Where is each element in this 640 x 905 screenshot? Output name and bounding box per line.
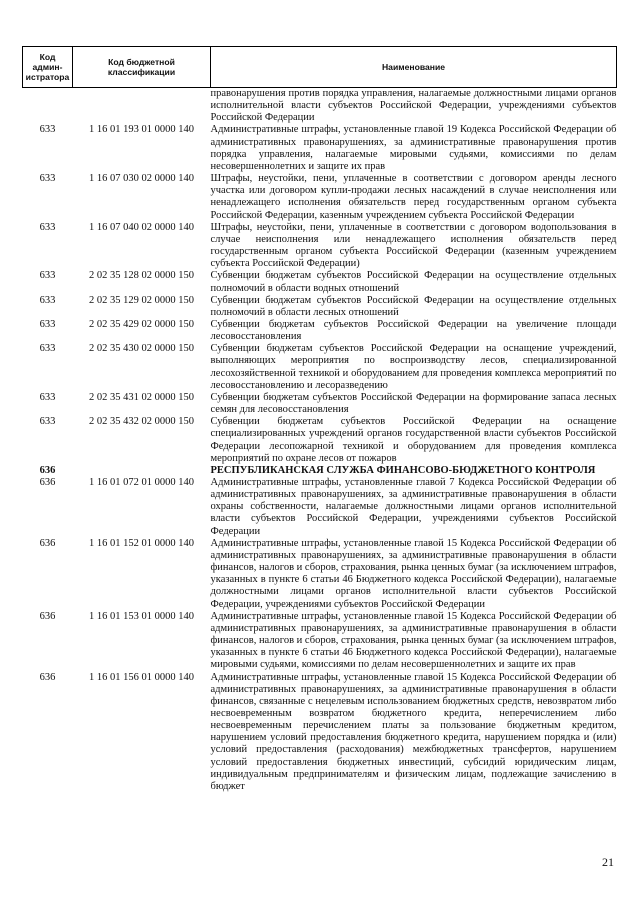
- admin-code-cell: 633: [39, 173, 56, 185]
- budget-code-cell: 2 02 35 431 02 0000 150: [89, 391, 194, 403]
- admin-code-cell: 633: [39, 270, 56, 282]
- table-row: [23, 477, 617, 538]
- table-header-row: [23, 47, 617, 88]
- name-cell: Административные штрафы, установленные главой 19 Кодекса Российской Федерации об административных правонарушениях, за административные правонарушения против порядка управления, налагаемые мировыми судьями, комиссиями по делам несовершеннолетних и защите их прав: [210, 124, 617, 172]
- table-row: [23, 173, 617, 222]
- admin-code-cell: 636: [39, 671, 56, 683]
- header-budget-code: Код бюджетной классификации: [73, 47, 211, 88]
- admin-code-cell: 636: [39, 464, 56, 476]
- name-cell: Штрафы, неустойки, пени, уплаченные в соответствии с договором аренды лесного участка или договором купли-продажи лесных насаждений в случае неисполнения или ненадлежащего исполнения обязательств перед государственным органом субъекта Российской Федерации, казенным учреждением субъекта Российской Федерации: [210, 173, 617, 221]
- name-cell: Субвенции бюджетам субъектов Российской Федерации на формирование запаса лесных семян для лесовосстановления: [210, 391, 617, 416]
- admin-code-cell: 636: [39, 610, 56, 622]
- name-cell: Административные штрафы, установленные главой 15 Кодекса Российской Федерации об административных правонарушениях, за административные правонарушения в области финансов, связанные с нецелевым использованием бюджетных средств, невозвратом либо несвоевременным возвратом бюджетного кредита, неперечислением либо несвоевременным перечислением платы за пользование бюджетным кредитом, нарушением условий предоставления бюджетного кредита, нарушением порядка и (или) условий предоставления (расходования) межбюджетных трансфертов, нарушением условий предоставления бюджетных инвестиций, субсидий юридическим лицам, индивидуальным предпринимателям и физическим лицам, подлежащие зачислению в бюджет: [210, 671, 617, 792]
- budget-code-cell: 1 16 01 072 01 0000 140: [89, 477, 194, 488]
- name-cell: Административные штрафы, установленные главой 7 Кодекса Российской Федерации об административных правонарушениях, за административные правонарушения в области охраны собственности, налагаемые должностными лицами органов исполнительной власти субъектов Российской Федерации, учреждениями субъектов Российской Федерации: [210, 477, 617, 537]
- budget-code-cell: 1 16 01 193 01 0000 140: [89, 124, 194, 136]
- continuation-text: правонарушения против порядка управления, налагаемые должностными лицами органов исполнительной власти субъектов Российской Федерации, учреждениями субъектов Российской Федерации: [210, 88, 617, 124]
- table-row: [23, 295, 617, 319]
- budget-code-cell: 2 02 35 430 02 0000 150: [89, 343, 194, 355]
- budget-classification-table: [22, 46, 617, 793]
- admin-code-cell: 633: [39, 391, 56, 403]
- name-cell: Субвенции бюджетам субъектов Российской Федерации на увеличение площади лесовосстановления: [210, 318, 617, 343]
- budget-code-cell: 1 16 01 156 01 0000 140: [89, 671, 194, 683]
- header-name: Наименование: [211, 47, 617, 88]
- continuation-row: [23, 88, 617, 125]
- admin-code-cell: 633: [39, 294, 56, 306]
- budget-code-cell: 2 02 35 432 02 0000 150: [89, 416, 194, 428]
- table-row: [23, 672, 617, 794]
- name-cell: РЕСПУБЛИКАНСКАЯ СЛУЖБА ФИНАНСОВО-БЮДЖЕТНОГО КОНТРОЛЯ: [210, 464, 596, 476]
- admin-code-cell: 633: [39, 318, 56, 330]
- budget-code-cell: 1 16 01 153 01 0000 140: [89, 610, 194, 622]
- name-cell: Административные штрафы, установленные главой 15 Кодекса Российской Федерации об административных правонарушениях, за административные правонарушения в области финансов, налогов и сборов, страхования, рынка ценных бумаг (за исключением штрафов, указанных в пункте 6 статьи 46 Бюджетного кодекса Российской Федерации), налагаемые должностными лицами органов исполнительной власти субъектов Российской Федерации, учреждениями субъектов Российской Федерации: [210, 537, 617, 610]
- table-row: [23, 222, 617, 271]
- page-number: 21: [602, 855, 614, 869]
- admin-code-cell: 633: [39, 124, 56, 136]
- budget-code-cell: 2 02 35 429 02 0000 150: [89, 318, 194, 330]
- budget-code-cell: 2 02 35 128 02 0000 150: [89, 270, 194, 282]
- budget-code-cell: 1 16 01 152 01 0000 140: [89, 537, 194, 549]
- table-row: [23, 416, 617, 465]
- table-row: [23, 319, 617, 343]
- name-cell: Штрафы, неустойки, пени, уплаченные в соответствии с договором водопользования в случае неисполнения или ненадлежащего исполнения обязательств перед государственным органом субъекта Российской Федерации (казенным учреждением субъекта Российской Федерации): [210, 221, 617, 270]
- admin-code-cell: 633: [39, 343, 56, 355]
- department-row: [23, 465, 617, 477]
- name-cell: Субвенции бюджетам субъектов Российской Федерации на осуществление отдельных полномочий в области водных отношений: [210, 270, 617, 294]
- name-cell: Административные штрафы, установленные главой 15 Кодекса Российской Федерации об административных правонарушениях, за административные правонарушения в области финансов, налогов и сборов, страхования, рынка ценных бумаг (за исключением штрафов, указанных в пункте 6 статьи 46 Бюджетного кодекса Российской Федерации), налагаемые мировыми судьями, комиссиями по делам несовершеннолетних и защите их прав: [210, 610, 617, 671]
- admin-code-cell: 633: [39, 416, 56, 428]
- admin-code-cell: 636: [39, 477, 56, 488]
- admin-code-cell: 636: [39, 537, 56, 549]
- table-row: [23, 270, 617, 294]
- table-row: [23, 343, 617, 392]
- name-cell: Субвенции бюджетам субъектов Российской Федерации на оснащение учреждений, выполняющих мероприятия по воспроизводству лесов, специализированной лесохозяйственной техникой и оборудованием для проведения комплекса мероприятий по лесовосстановлению и лесоразведению: [210, 343, 617, 391]
- name-cell: Субвенции бюджетам субъектов Российской Федерации на осуществление отдельных полномочий в области лесных отношений: [210, 294, 617, 318]
- budget-code-cell: 1 16 07 040 02 0000 140: [89, 221, 194, 233]
- budget-code-cell: 2 02 35 129 02 0000 150: [89, 294, 194, 306]
- table-row: [23, 611, 617, 672]
- header-admin-code: Код администратора: [23, 47, 73, 88]
- table-row: [23, 124, 617, 173]
- table-body: [23, 88, 617, 794]
- budget-code-cell: 1 16 07 030 02 0000 140: [89, 173, 194, 185]
- table-row: [23, 392, 617, 416]
- table-row: [23, 538, 617, 611]
- name-cell: Субвенции бюджетам субъектов Российской Федерации на оснащение специализированных учреждений органов государственной власти субъектов Российской Федерации лесопожарной техникой и оборудованием для проведения комплекса мероприятий по охране лесов от пожаров: [210, 416, 617, 464]
- budget-code-cell: [73, 465, 211, 477]
- admin-code-cell: 633: [39, 221, 56, 233]
- document-page: [22, 46, 616, 793]
